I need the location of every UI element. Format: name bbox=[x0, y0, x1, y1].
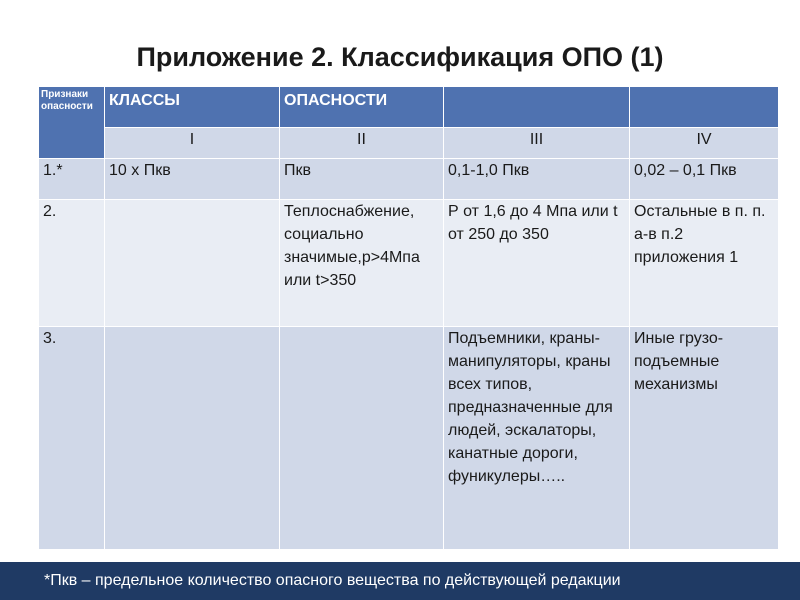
table-cell bbox=[105, 200, 280, 327]
class-number: II bbox=[280, 128, 444, 159]
header-empty-1 bbox=[444, 87, 630, 128]
header-row bbox=[39, 87, 779, 128]
table-cell: 10 х Пкв bbox=[105, 159, 280, 200]
class-number: I bbox=[105, 128, 280, 159]
table-cell: Теплоснабжение, социально значимые,p>4Мпа или t>350 bbox=[280, 200, 444, 327]
row-number: 1.* bbox=[39, 159, 105, 200]
table-cell: 0,02 – 0,1 Пкв bbox=[630, 159, 779, 200]
table-cell bbox=[280, 327, 444, 550]
table-cell: Р от 1,6 до 4 Мпа или t от 250 до 350 bbox=[444, 200, 630, 327]
class-number: III bbox=[444, 128, 630, 159]
table-cell: Остальные в п. п. а-в п.2 приложения 1 bbox=[630, 200, 779, 327]
slide-title: Приложение 2. Классификация ОПО (1) bbox=[136, 42, 664, 72]
header-signs: Признаки опасности bbox=[39, 87, 105, 159]
table-row bbox=[39, 159, 779, 200]
header-danger: ОПАСНОСТИ bbox=[280, 87, 444, 128]
table-cell: Пкв bbox=[280, 159, 444, 200]
table-row bbox=[39, 200, 779, 327]
row-number: 2. bbox=[39, 200, 105, 327]
table-cell: 0,1-1,0 Пкв bbox=[444, 159, 630, 200]
class-numbers-row bbox=[39, 128, 779, 159]
table-cell bbox=[105, 327, 280, 550]
class-number: IV bbox=[630, 128, 779, 159]
header-empty-2 bbox=[630, 87, 779, 128]
table-row bbox=[39, 327, 779, 550]
table-cell: Подъемники, краны-манипуляторы, краны всех типов, предназначенные для людей, эскалаторы, канатные дороги, фуникулеры….. bbox=[444, 327, 630, 550]
row-number: 3. bbox=[39, 327, 105, 550]
header-classes: КЛАССЫ bbox=[105, 87, 280, 128]
classification-table bbox=[38, 86, 779, 550]
table-cell: Иные грузо-подъемные механизмы bbox=[630, 327, 779, 550]
footnote: *Пкв – предельное количество опасного вещества по действующей редакции bbox=[44, 572, 621, 589]
